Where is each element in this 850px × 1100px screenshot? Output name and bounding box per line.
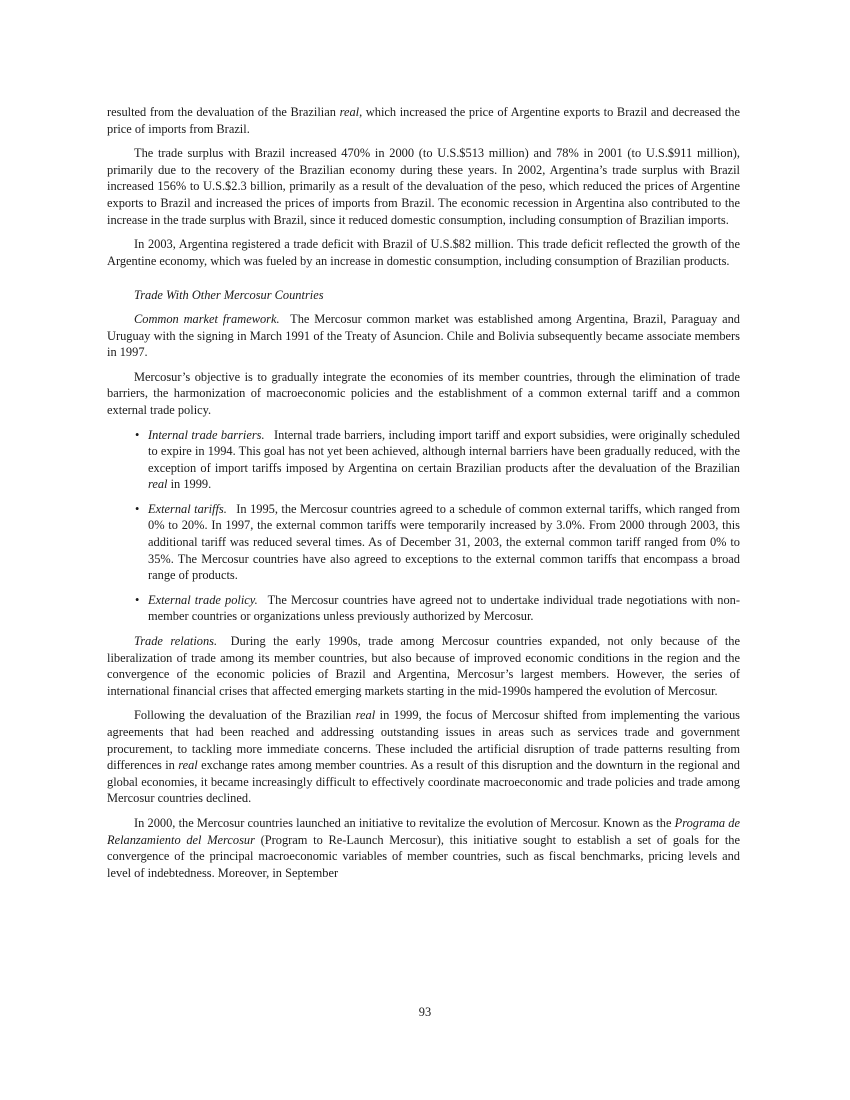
- bullet-icon: •: [135, 501, 140, 516]
- paragraph-trade-deficit: In 2003, Argentina registered a trade deficit with Brazil of U.S.$82 million. This trade deficit reflected the growth of the Argentine economy, which was fueled by an increase in domestic consumption, including consumption of Brazilian products.: [107, 237, 740, 268]
- italic-term: Programa de Relanzamiento del Mercosur: [107, 815, 741, 847]
- run-in-heading: External tariffs.: [148, 501, 227, 516]
- italic-term: real: [355, 708, 376, 723]
- paragraph-trade-surplus: The trade surplus with Brazil increased 470% in 2000 (to U.S.$513 million) and 78% in 2001 (to U.S.$911 million), primarily due to the recovery of the Brazilian economy during these years. In 2002, Argentina’s trade surplus with Brazil increased 156% to U.S.$2.3 billion, primarily as a result of the devaluation of the peso, which reduced the prices of Argentine exports to Brazil and increased the prices of imports from Brazil. The economic recession in Argentina also contributed to the increase in the trade surplus with Brazil, since it reduced domestic consumption, including consumption of Brazilian imports.: [107, 146, 740, 227]
- bullet-icon: •: [135, 592, 140, 607]
- paragraph-common-market: Common market framework. The Mercosur common market was established among Argentina, Brazil, Paraguay and Uruguay with the signing in March 1991 of the Treaty of Asuncion. Chile and Bolivia subsequently became associate members in 1997.: [107, 311, 740, 360]
- italic-term: real: [148, 477, 168, 492]
- bullet-list: [107, 427, 740, 626]
- run-in-heading: Common market framework.: [134, 311, 280, 326]
- document-page: [107, 104, 740, 889]
- run-in-heading: External trade policy.: [148, 592, 258, 607]
- paragraph-relaunch: In 2000, the Mercosur countries launched an initiative to revitalize the evolution of Mercosur. Known as the Programa de Relanzamiento del Mercosur (Program to Re-Launch Mercosur), this initiative sought to establish a set of goals for the convergence of the principal macroeconomic variables of member countries, such as fiscal benchmarks, pricing levels and level of indebtedness. Moreover, in September: [107, 815, 741, 880]
- paragraph-devaluation-focus: Following the devaluation of the Brazilian real in 1999, the focus of Mercosur shifted from implementing the various agreements that had been reached and addressing outstanding issues in areas such as services trade and government procurement, to tackling more immediate concerns. These included the artificial disruption of trade patterns resulting from differences in real exchange rates among member countries. As a result of this disruption and the downturn in the regional and global economies, it became increasingly difficult to effectively coordinate macroeconomic and trade policies and trade among Mercosur countries declined.: [107, 708, 740, 806]
- section-heading: Trade With Other Mercosur Countries: [134, 288, 324, 303]
- paragraph-continuation: resulted from the devaluation of the Brazilian real, which increased the price of Argentine exports to Brazil and decreased the price of imports from Brazil.: [107, 105, 740, 136]
- bullet-item-internal-trade-barriers: • Internal trade barriers. Internal trade barriers, including import tariff and export subsidies, were originally scheduled to expire in 1994. This goal has not yet been achieved, although internal barriers have been gradually reduced, with the exception of import tariffs imposed by Argentina on certain Brazilian products after the devaluation of the Brazilian real in 1999.: [135, 427, 740, 492]
- paragraph-trade-relations: Trade relations. During the early 1990s, trade among Mercosur countries expanded, not only because of the liberalization of trade among its member countries, but also because of improved economic conditions in the region and the convergence of the economic policies of Brazil and Argentina, Mercosur’s largest members. However, the series of international financial crises that affected emerging markets starting in the mid-1990s hampered the evolution of Mercosur.: [107, 634, 740, 698]
- bullet-item-external-trade-policy: • External trade policy. The Mercosur countries have agreed not to undertake individual trade negotiations with non-member countries or organizations unless previously authorized by Mercosur.: [135, 592, 740, 624]
- bullet-icon: •: [135, 427, 140, 442]
- run-in-heading: Trade relations.: [134, 634, 218, 649]
- paragraph-objective: Mercosur’s objective is to gradually integrate the economies of its member countries, through the elimination of trade barriers, the harmonization of macroeconomic policies and the establishment of a common external tariff and a common external trade policy.: [107, 369, 740, 417]
- italic-term: real: [178, 758, 198, 773]
- italic-term: real: [339, 105, 360, 119]
- bullet-item-external-tariffs: • External tariffs. In 1995, the Mercosur countries agreed to a schedule of common external tariffs, which ranged from 0% to 20%. In 1997, the external common tariffs were temporarily increased by 3.0%. From 2000 through 2003, this additional tariff was reduced several times. As of December 31, 2003, the external common tariff ranged from 0% to 35%. The Mercosur countries have also agreed to exceptions to the external common tariffs that encompass a broad range of products.: [135, 501, 740, 583]
- page-number: 93: [418, 1005, 432, 1019]
- run-in-heading: Internal trade barriers.: [148, 427, 265, 442]
